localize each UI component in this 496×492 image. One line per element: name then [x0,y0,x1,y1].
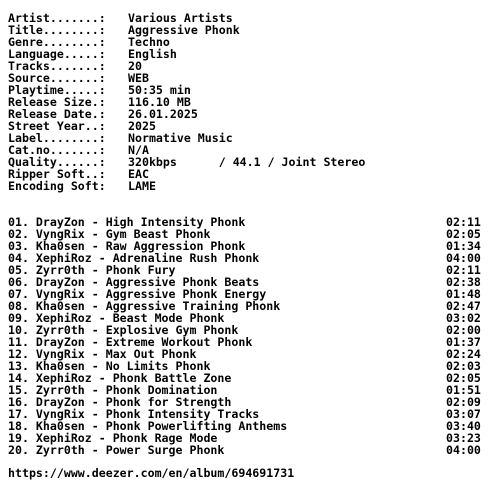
track-title: 10. Zyrr0th - Explosive Gym Phonk [8,323,239,337]
field-value: LAME [128,179,156,193]
track-title: 07. VyngRix - Aggressive Phonk Energy [8,287,267,301]
field-value: EAC [128,167,149,181]
track-row [8,443,481,457]
track-title: 13. Kha0sen - No Limits Phonk [8,359,211,373]
field-label: Source.......: [8,71,106,85]
field-label: Ripper Soft..: [8,167,106,181]
album-url: https://www.deezer.com/en/album/694691731 [8,466,295,480]
field-value: Various Artists [128,11,233,25]
field-value: English [128,47,177,61]
field-label: Tracks.......: [8,59,106,73]
field-value: Normative Music [128,131,233,145]
track-title: 17. VyngRix - Phonk Intensity Tracks [8,407,260,421]
track-title: 14. XephiRoz - Phonk Battle Zone [8,371,232,385]
track-duration: 02:38 [446,275,481,289]
track-title: 02. VyngRix - Gym Beast Phonk [8,227,211,241]
field-value: 26.01.2025 [128,107,198,121]
track-duration: 01:37 [446,335,481,349]
field-label: Label........: [8,131,106,145]
track-duration: 02:03 [446,359,481,373]
track-duration: 02:05 [446,227,481,241]
track-duration: 02:09 [446,395,481,409]
track-duration: 04:00 [446,443,481,457]
field-value: 116.10 MB [128,95,191,109]
track-title: 04. XephiRoz - Adrenaline Rush Phonk [8,251,260,265]
track-duration: 01:51 [446,383,481,397]
track-title: 11. DrayZon - Extreme Workout Phonk [8,335,253,349]
field-label: Artist.......: [8,11,106,25]
field-label: Release Date.: [8,107,106,121]
track-title: 06. DrayZon - Aggressive Phonk Beats [8,275,260,289]
field-value: Techno [128,35,170,49]
track-duration: 03:40 [446,419,481,433]
field-value: 20 [128,59,142,73]
track-title: 19. XephiRoz - Phonk Rage Mode [8,431,218,445]
track-title: 20. Zyrr0th - Power Surge Phonk [8,443,225,457]
field-label: Encoding Soft: [8,179,106,193]
track-title: 12. VyngRix - Max Out Phonk [8,347,197,361]
track-title: 16. DrayZon - Phonk for Strength [8,395,232,409]
track-duration: 02:00 [446,323,481,337]
track-title: 01. DrayZon - High Intensity Phonk [8,215,246,229]
track-title: 09. XephiRoz - Beast Mode Phonk [8,311,225,325]
track-duration: 02:11 [446,263,481,277]
field-value: 320kbps / 44.1 / Joint Stereo [128,155,366,169]
track-title: 03. Kha0sen - Raw Aggression Phonk [8,239,246,253]
field-value: 2025 [128,119,156,133]
track-duration: 03:23 [446,431,481,445]
field-label: Title........: [8,23,106,37]
track-duration: 03:02 [446,311,481,325]
field-label: Language.....: [8,47,106,61]
field-label: Genre........: [8,35,106,49]
track-duration: 01:34 [446,239,481,253]
track-duration: 02:05 [446,371,481,385]
track-duration: 02:47 [446,299,481,313]
track-title: 15. Zyrr0th - Phonk Domination [8,383,218,397]
field-label: Cat.no.......: [8,143,106,157]
track-title: 08. Kha0sen - Aggressive Training Phonk [8,299,281,313]
track-title: 18. Kha0sen - Phonk Powerlifting Anthems [8,419,288,433]
field-label: Street Year..: [8,119,106,133]
track-title: 05. Zyrr0th - Phonk Fury [8,263,176,277]
track-duration: 02:24 [446,347,481,361]
track-duration: 04:00 [446,251,481,265]
field-label: Quality......: [8,155,106,169]
field-value: Aggressive Phonk [128,23,240,37]
field-value: 50:35 min [128,83,191,97]
field-label: Playtime.....: [8,83,106,97]
field-value: N/A [128,143,149,157]
track-duration: 01:48 [446,287,481,301]
track-duration: 02:11 [446,215,481,229]
track-duration: 03:07 [446,407,481,421]
field-label: Release Size.: [8,95,106,109]
field-value: WEB [128,71,149,85]
field-encoding-soft [8,180,156,192]
